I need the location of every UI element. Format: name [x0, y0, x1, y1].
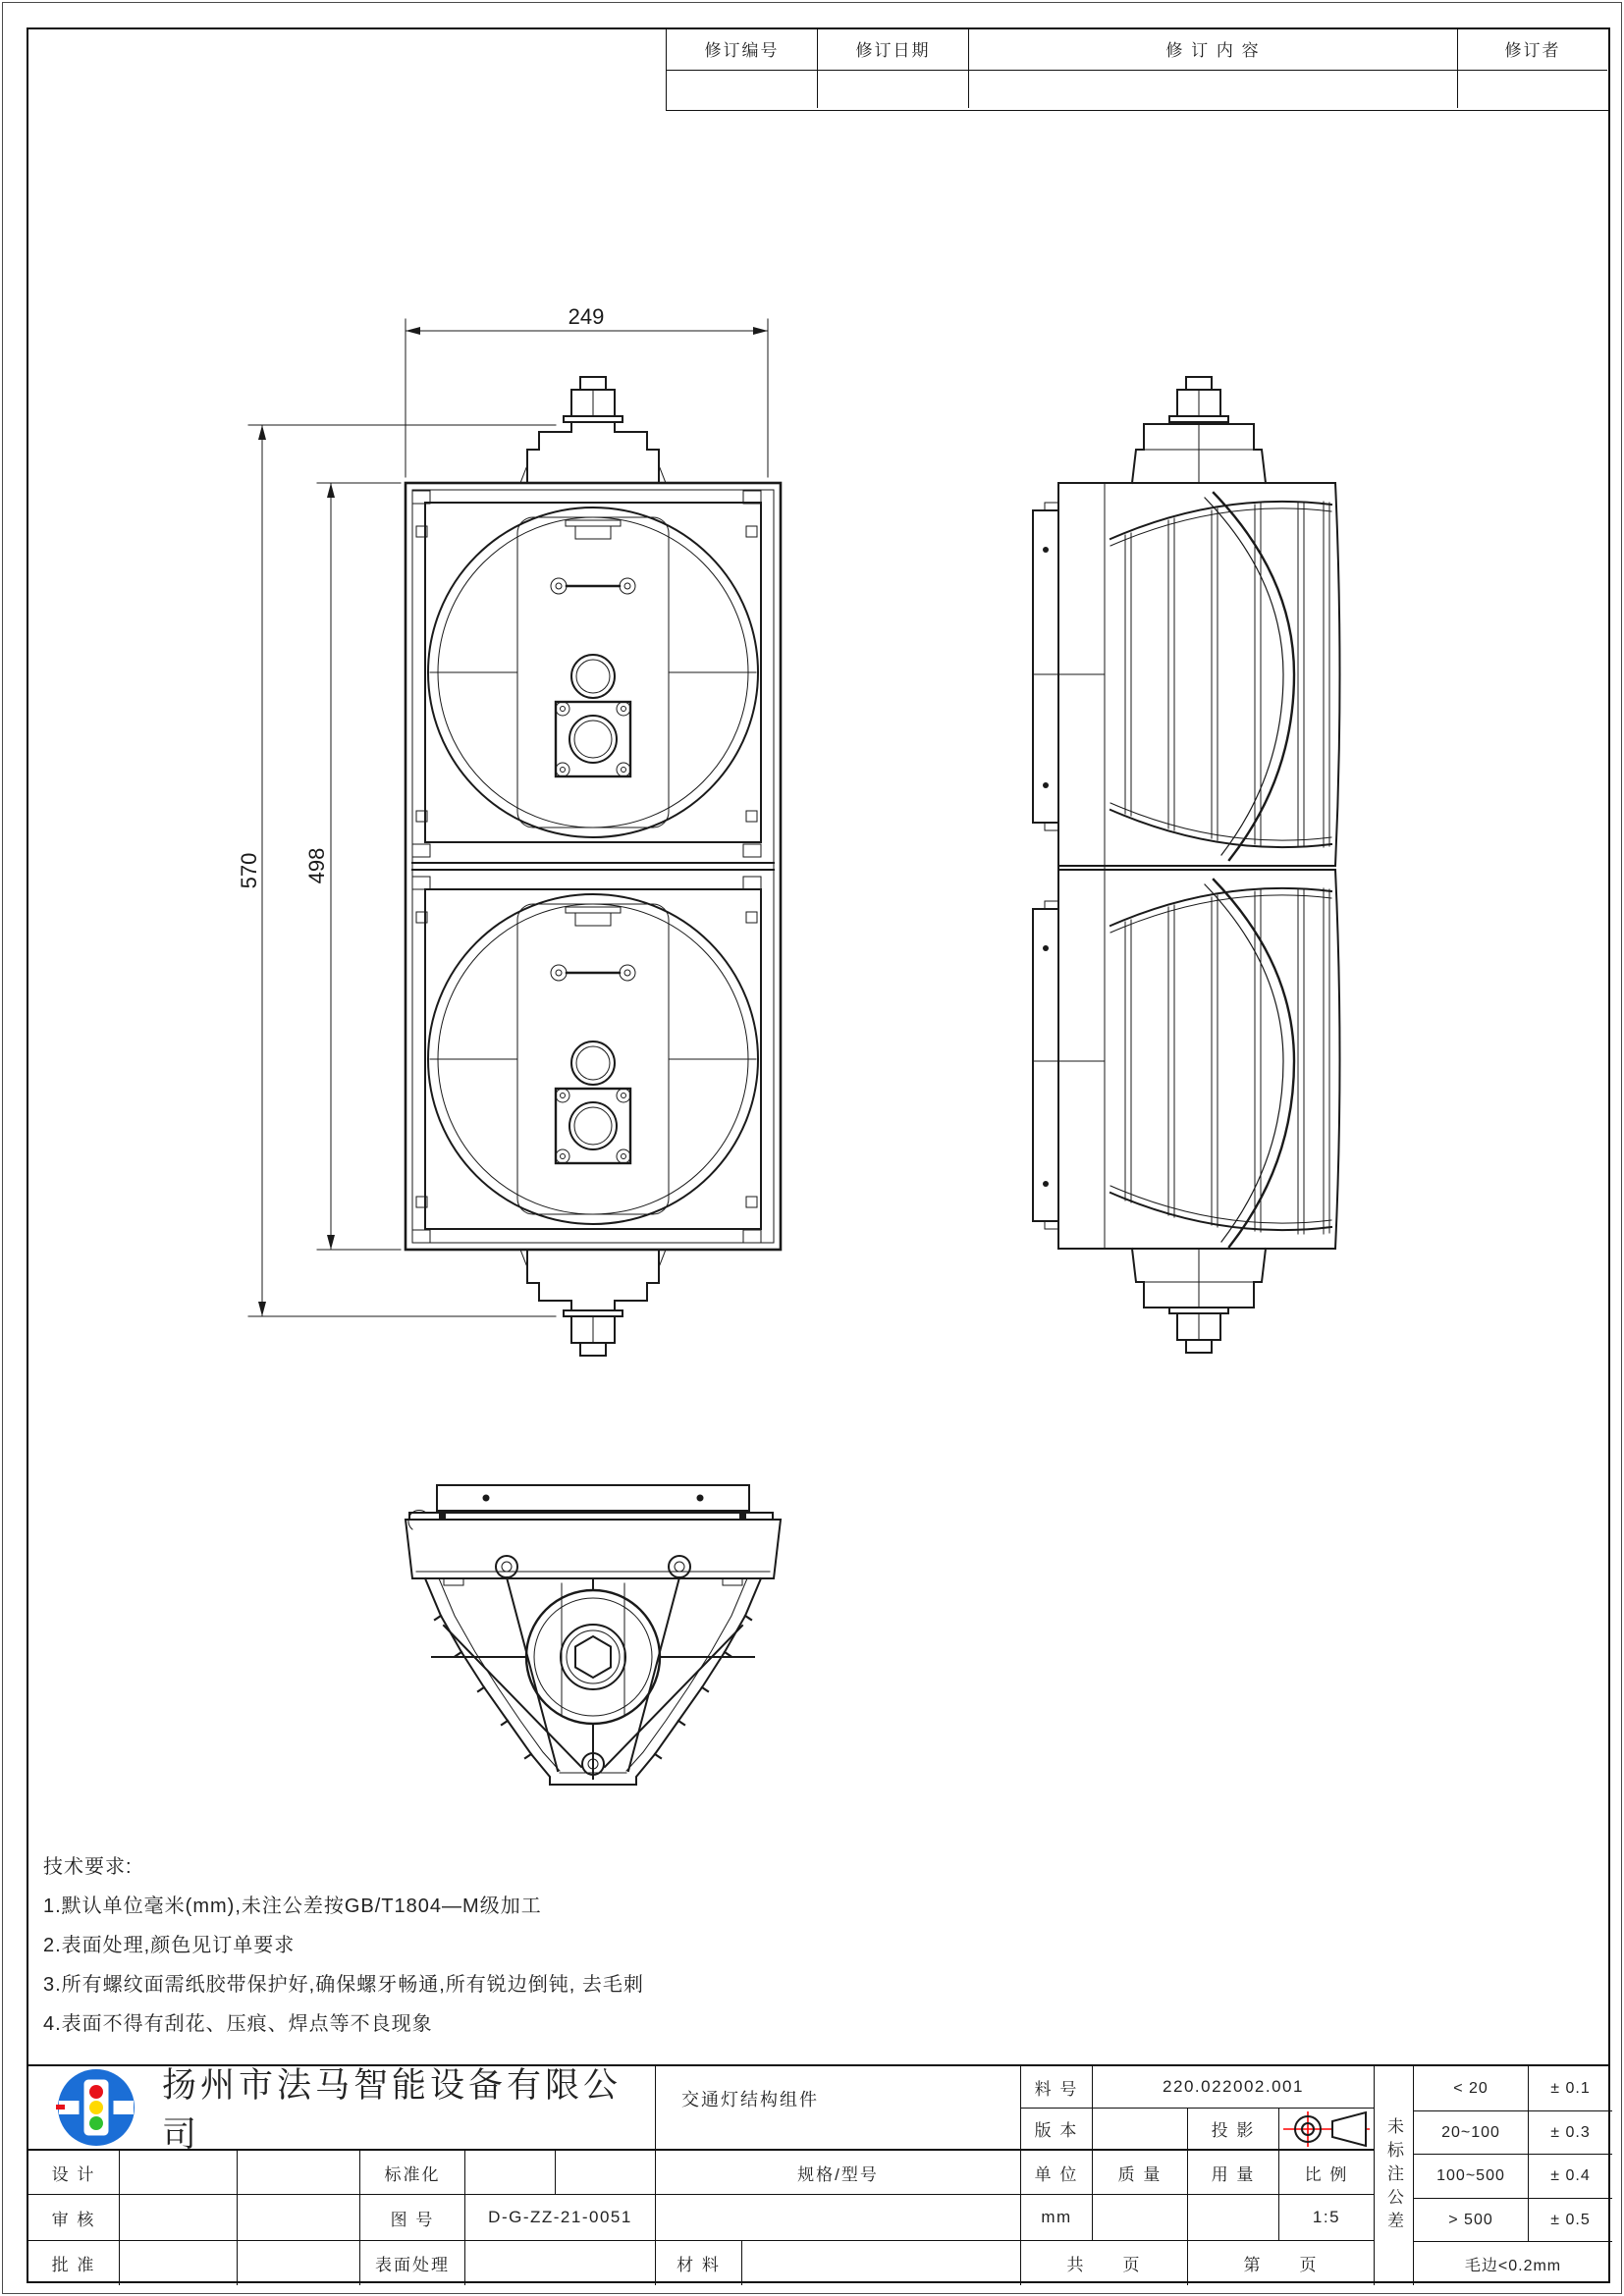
scale-value: 1:5 [1278, 2194, 1374, 2240]
part-name-cell: 交通灯结构组件 [655, 2066, 1020, 2149]
material-label: 材 料 [655, 2240, 741, 2285]
revision-content-header: 修 订 内 容 [968, 27, 1457, 70]
tolerance-value: ± 0.5 [1528, 2198, 1612, 2241]
burr-tolerance: 毛边<0.2mm [1413, 2241, 1612, 2285]
front-view [406, 377, 781, 1356]
approve-label: 批 准 [28, 2240, 119, 2285]
company-logo [56, 2067, 136, 2148]
review-signature [119, 2194, 237, 2240]
standardization-date [555, 2149, 655, 2194]
version-label: 版 本 [1020, 2108, 1092, 2149]
version-value [1092, 2108, 1187, 2149]
page-no-label: 第 页 [1187, 2240, 1374, 2285]
tolerance-value: ± 0.1 [1528, 2066, 1612, 2110]
tolerance-range: < 20 [1413, 2066, 1528, 2110]
usage-label: 用 量 [1187, 2149, 1278, 2194]
bottom-view [406, 1485, 781, 1785]
projection-label: 投 影 [1187, 2108, 1278, 2149]
approve-date [237, 2240, 359, 2285]
reviser-header: 修订者 [1457, 27, 1607, 70]
part-no-label: 料 号 [1020, 2066, 1092, 2108]
unit-label: 单 位 [1020, 2149, 1092, 2194]
tolerance-value: ± 0.3 [1528, 2110, 1612, 2154]
tolerance-range: 20~100 [1413, 2110, 1528, 2154]
company-name: 扬州市法马智能设备有限公司 [162, 2066, 623, 2154]
spec-model-label: 规格/型号 [655, 2149, 1020, 2194]
scale-label: 比 例 [1278, 2149, 1374, 2194]
approve-signature [119, 2240, 237, 2285]
projection-symbol-cell [1278, 2108, 1374, 2149]
part-no-value: 220.022002.001 [1092, 2066, 1374, 2108]
tolerance-range: > 500 [1413, 2198, 1528, 2241]
tech-req-item: 1.默认单位毫米(mm),未注公差按GB/T1804—M级加工 [43, 1896, 542, 1917]
drawing-no-value: D-G-ZZ-21-0051 [464, 2194, 655, 2240]
design-label: 设 计 [28, 2149, 119, 2194]
review-date [237, 2194, 359, 2240]
technical-requirements [43, 1847, 644, 2044]
company-cell [28, 2066, 655, 2154]
usage-value [1187, 2194, 1278, 2240]
drawing-no-label: 图 号 [359, 2194, 464, 2240]
material-value [741, 2240, 1020, 2285]
mass-value [1092, 2194, 1187, 2240]
revision-date-header: 修订日期 [817, 27, 968, 70]
spec-model-value [655, 2194, 1020, 2240]
standardization-signature [464, 2149, 555, 2194]
surface-treatment-value [464, 2240, 655, 2285]
surface-treatment-label: 表面处理 [359, 2240, 464, 2285]
standardization-label: 标准化 [359, 2149, 464, 2194]
tolerance-value: ± 0.4 [1528, 2154, 1612, 2198]
first-angle-projection-icon [1281, 2109, 1372, 2149]
dim-width-label: 249 [568, 304, 605, 329]
dim-height-inner-label: 498 [304, 847, 329, 884]
mass-label: 质 量 [1092, 2149, 1187, 2194]
total-pages-label: 共 页 [1020, 2240, 1187, 2285]
review-label: 审 核 [28, 2194, 119, 2240]
tech-req-title: 技术要求: [43, 1856, 133, 1878]
tolerance-range: 100~500 [1413, 2154, 1528, 2198]
design-date [237, 2149, 359, 2194]
unit-value: mm [1020, 2194, 1092, 2240]
title-block [27, 2064, 1610, 2283]
dim-height-outer-label: 570 [237, 852, 261, 889]
tech-req-item: 3.所有螺纹面需纸胶带保护好,确保螺牙畅通,所有锐边倒钝, 去毛刺 [43, 1974, 644, 1996]
revision-no-header: 修订编号 [704, 41, 780, 60]
design-signature [119, 2149, 237, 2194]
side-view [1033, 377, 1340, 1353]
tech-req-item: 2.表面处理,颜色见订单要求 [43, 1935, 296, 1956]
unmarked-tolerance-label: 未标注公差 [1374, 2066, 1413, 2285]
tech-req-item: 4.表面不得有刮花、压痕、焊点等不良现象 [43, 2013, 433, 2035]
